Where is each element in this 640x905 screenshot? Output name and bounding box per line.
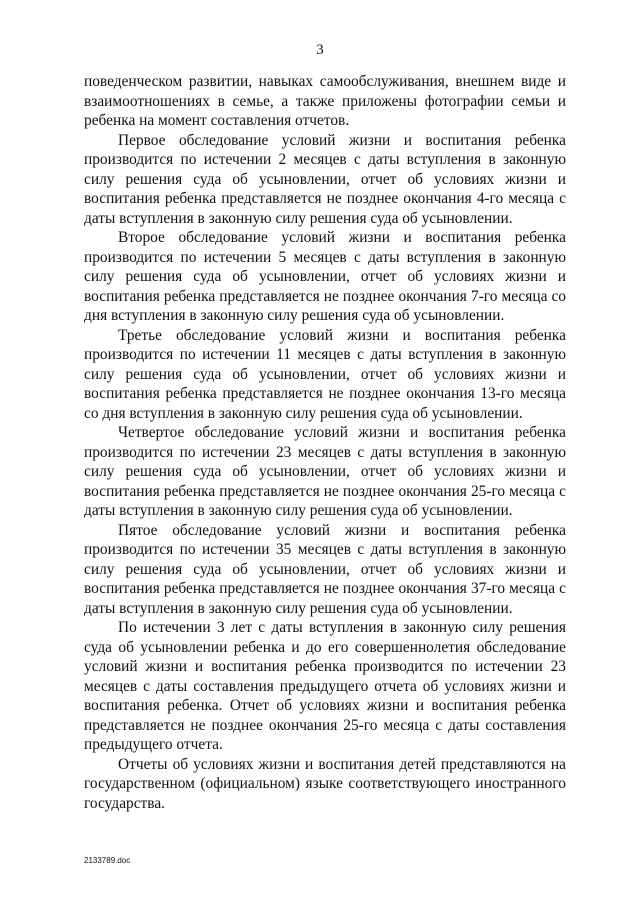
paragraph-fifth-inspection: Пятое обследование условий жизни и воспитания ребенка производится по истечении 35 месяцев с даты вступления в законную силу решения суда об усыновлении, отчет об условиях жизни и воспитания ребенка представляется не позднее окончания 37-го месяца с даты вступления в законную силу решения суда об усыновлении. — [84, 521, 566, 617]
paragraph-report-language: Отчеты об условиях жизни и воспитания детей представляются на государственном (официальном) языке соответствующего иностранного государства. — [84, 755, 566, 812]
document-body — [84, 72, 566, 813]
paragraph-second-inspection: Второе обследование условий жизни и воспитания ребенка производится по истечении 5 месяцев с даты вступления в законную силу решения суда об усыновлении, отчет об условиях жизни и воспитания ребенка представляется не позднее окончания 7-го месяца со дня вступления в законную силу решения суда об усыновлении. — [84, 229, 566, 324]
paragraph-after-three-years: По истечении 3 лет с даты вступления в законную силу решения суда об усыновлении ребенка и до его совершеннолетия обследование условий жизни и воспитания ребенка производится по истечении 23 месяцев с даты составления предыдущего отчета об условиях жизни и воспитания ребенка. Отчет об условиях жизни и воспитания ребенка представляется не позднее окончания 25-го месяца с даты составления предыдущего отчета. — [84, 619, 566, 753]
paragraph-first-inspection: Первое обследование условий жизни и воспитания ребенка производится по истечении 2 месяцев с даты вступления в законную силу решения суда об усыновлении, отчет об условиях жизни и воспитания ребенка представляется не позднее окончания 4-го месяца с даты вступления в законную силу решения суда об усыновлении. — [84, 131, 566, 227]
paragraph-fourth-inspection: Четвертое обследование условий жизни и воспитания ребенка производится по истечении 23 месяцев с даты вступления в законную силу решения суда об усыновлении, отчет об условиях жизни и воспитания ребенка представляется не позднее окончания 25-го месяца с даты вступления в законную силу решения суда об усыновлении. — [84, 424, 566, 519]
paragraph-third-inspection: Третье обследование условий жизни и воспитания ребенка производится по истечении 11 месяцев с даты вступления в законную силу решения суда об усыновлении, отчет об условиях жизни и воспитания ребенка представляется не позднее окончания 13-го месяца со дня вступления в законную силу решения суда об усыновлении. — [84, 326, 566, 422]
page-number: 3 — [316, 42, 324, 58]
footer-filename: 2133789.doc — [84, 856, 131, 865]
paragraph-continuation: поведенческом развитии, навыках самообслуживания, внешнем виде и взаимоотношениях в семье, а также приложены фотографии семьи и ребенка на момент составления отчетов. — [84, 73, 566, 129]
